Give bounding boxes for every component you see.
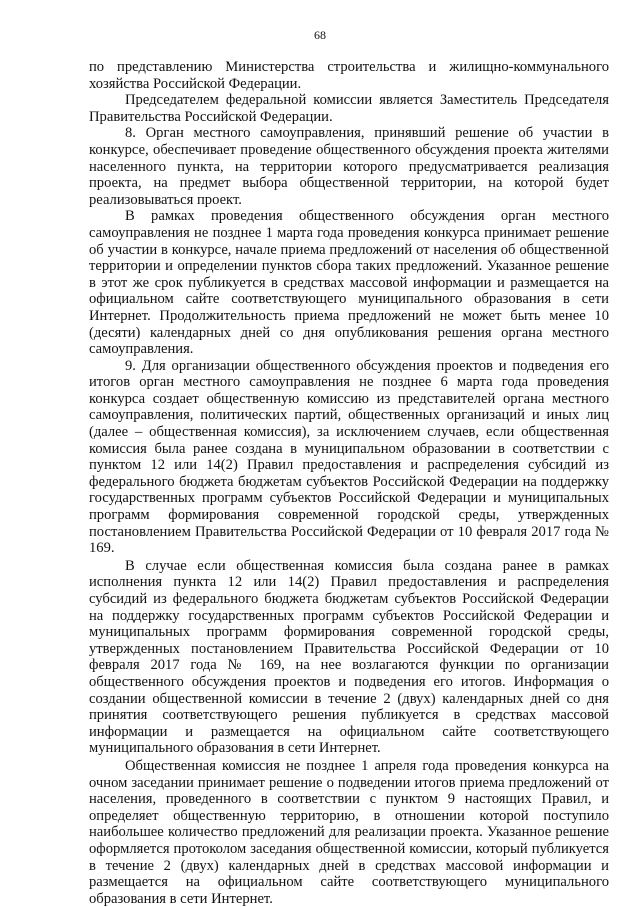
paragraph-commission-chair: Председателем федеральной комиссии является Заместитель Председателя Правительства Российской Федерации. — [89, 92, 609, 125]
paragraph-existing-commission: В случае если общественная комиссия была создана ранее в рамках исполнения пункта 12 или 14(2) Правил предоставления и распределения субсидий из федерального бюджета бюджетам субъектов Российской Федерации на поддержку государственных программ субъектов Российской Федерации и муниципальных программ формирования современной городской среды, утвержденных постановлением Правительства Российской Федерации от 10 февраля 2017 года № 169, на нее возлагаются функции по организации общественного обсуждения проектов и подведения его итогов. Информация о создании общественной комиссии в течение 2 (двух) календарных дней со дня принятия соответствующего решения публикуется в средствах массовой информации и размещается на официальном сайте соответствующего муниципального образования в сети Интернет. — [89, 557, 609, 757]
paragraph-item-9: 9. Для организации общественного обсуждения проектов и подведения его итогов орган местного самоуправления не позднее 6 марта года проведения конкурса создает общественную комиссию из представителей органа местного самоуправления, политических партий, общественных организаций и иных лиц (далее – общественная комиссия), за исключением случаев, если общественная комиссия была ранее создана в муниципальном образовании в соответствии с пунктом 12 или 14(2) Правил предоставления и распределения субсидий из федерального бюджета бюджетам субъектов Российской Федерации на поддержку государственных программ субъектов Российской Федерации и муниципальных программ формирования современной городской среды, утвержденных постановлением Правительства Российской Федерации от 10 февраля 2017 года № 169. — [89, 357, 609, 557]
document-body — [89, 59, 609, 907]
paragraph-public-discussion: В рамках проведения общественного обсуждения орган местного самоуправления не позднее 1 марта года проведения конкурса принимает решение об участии в конкурсе, начале приема предложений от населения об общественной территории и определении пунктов сбора таких предложений. Указанное решение в этот же срок публикуется в средствах массовой информации и размещается на официальном сайте соответствующего муниципального образования в сети Интернет. Продолжительность приема предложений не может быть менее 10 (десяти) календарных дней со дня опубликования решения органа местного самоуправления. — [89, 208, 609, 358]
paragraph-commission-decision: Общественная комиссия не позднее 1 апреля года проведения конкурса на очном заседании принимает решение о подведении итогов приема предложений от населения, проведенного в соответствии с пунктом 9 настоящих Правил, и определяет общественную территорию, в отношении которой поступило наибольшее количество предложений для реализации проекта. Указанное решение оформляется протоколом заседания общественной комиссии, который публикуется в течение 2 (двух) календарных дней в средствах массовой информации и размещается на официальном сайте соответствующего муниципального образования в сети Интернет. — [89, 757, 609, 907]
paragraph-continuation: по представлению Министерства строительства и жилищно-коммунального хозяйства Российской Федерации. — [89, 59, 609, 92]
paragraph-item-8: 8. Орган местного самоуправления, принявший решение об участии в конкурсе, обеспечивает проведение общественного обсуждения проекта жителями населенного пункта, на территории которого предусматривается реализация проекта, на предмет выбора общественной территории, на которой будет реализовываться проект. — [89, 125, 609, 208]
page-number: 68 — [314, 28, 326, 42]
